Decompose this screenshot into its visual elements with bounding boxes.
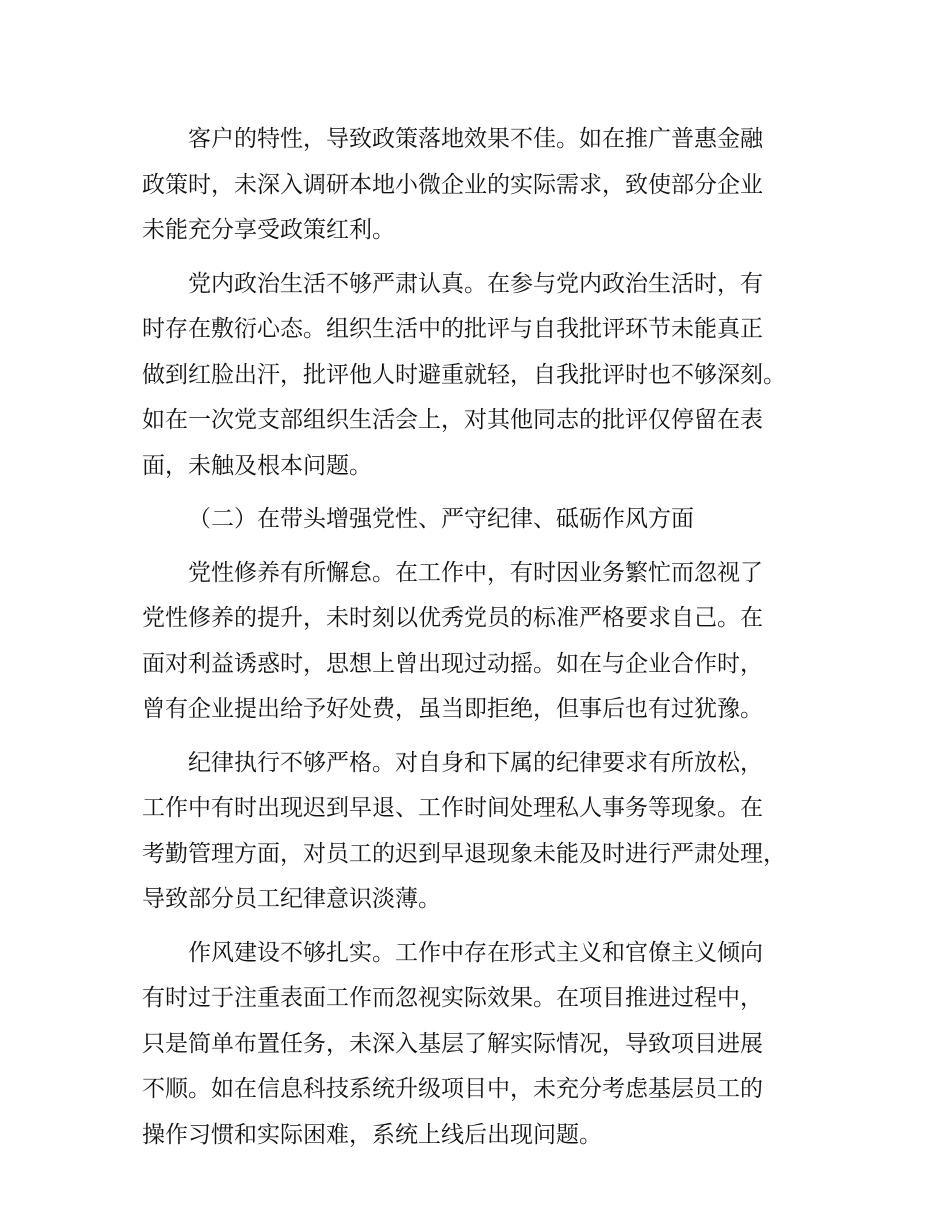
text-line: 政策时，未深入调研本地小微企业的实际需求，致使部分企业 [142,171,763,198]
section-heading: （二）在带头增强党性、严守纪律、砥砺作风方面 [188,506,694,532]
text-line: 不顺。如在信息科技系统升级项目中，未充分考虑基层员工的 [142,1076,763,1102]
text-line: 纪律执行不够严格。对自身和下属的纪律要求有所放松， [188,749,763,776]
text-line: 考勤管理方面，对员工的迟到早退现象未能及时进行严肃处理， [142,840,786,867]
text-line: 作风建设不够扎实。工作中存在形式主义和官僚主义倾向 [188,939,763,966]
text-line: 客户的特性，导致政策落地效果不佳。如在推广普惠金融 [188,126,763,152]
text-line: 时存在敷衍心态。组织生活中的批评与自我批评环节未能真正 [142,316,763,342]
text-line: 曾有企业提出给予好处费，虽当即拒绝，但事后也有过犹豫。 [142,696,763,722]
paragraph-policy-implementation [142,117,832,254]
text-line: 未能充分享受政策红利。 [142,217,395,243]
text-line: 有时过于注重表面工作而忽视实际效果。在项目推进过程中， [142,985,763,1011]
text-line: 党性修养有所懈怠。在工作中，有时因业务繁忙而忽视了 [188,559,763,586]
paragraph-party-spirit [142,551,832,733]
paragraph-work-style [142,931,832,1159]
text-line: 导致部分员工纪律意识淡薄。 [142,886,441,912]
text-line: 面对利益诱惑时，思想上曾出现过动摇。如在与企业合作时， [142,650,763,677]
paragraph-party-political-life [142,262,832,490]
text-line: 操作习惯和实际困难，系统上线后出现问题。 [142,1121,602,1148]
text-line: 只是简单布置任务，未深入基层了解实际情况，导致项目进展 [142,1030,763,1057]
text-line: 党内政治生活不够严肃认真。在参与党内政治生活时，有 [188,270,763,297]
text-line: 做到红脸出汗，批评他人时避重就轻，自我批评时也不够深刻。 [142,361,786,388]
paragraph-discipline [142,741,832,923]
text-line: 如在一次党支部组织生活会上，对其他同志的批评仅停留在表 [142,407,763,433]
text-line: 面，未触及根本问题。 [142,452,372,479]
text-line: 党性修养的提升，未时刻以优秀党员的标准严格要求自己。在 [142,605,763,631]
text-line: 工作中有时出现迟到早退、工作时间处理私人事务等现象。在 [142,795,763,821]
document-body [142,117,832,1166]
